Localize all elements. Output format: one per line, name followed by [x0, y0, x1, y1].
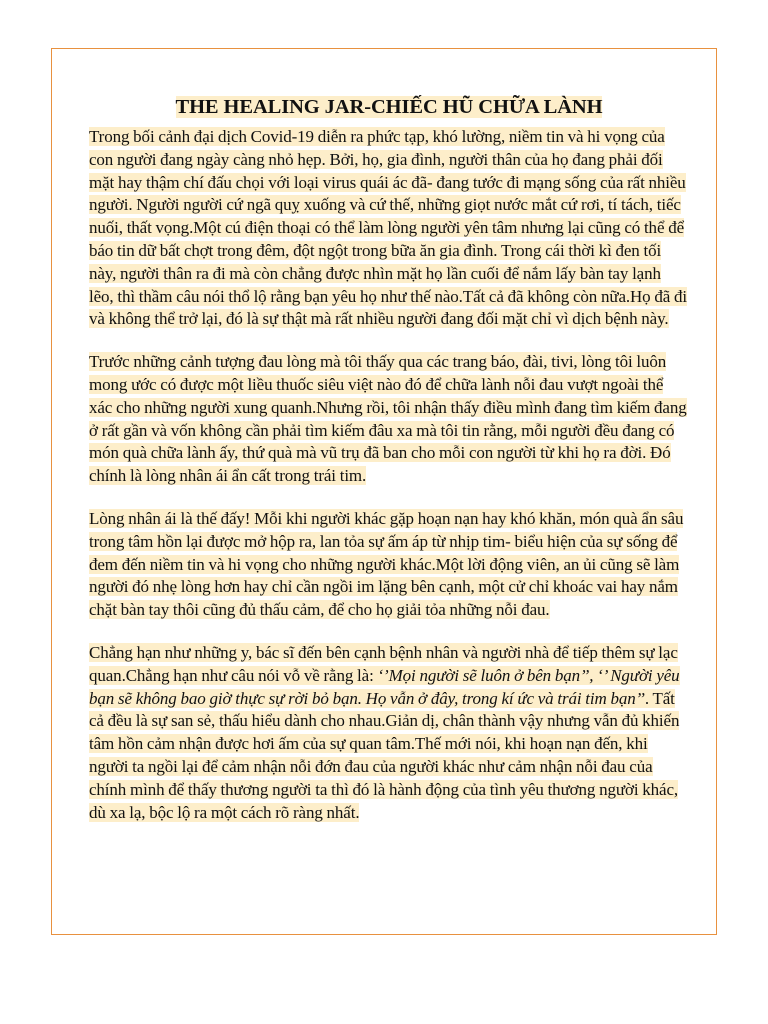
document-title — [89, 92, 689, 122]
paragraph-4 — [89, 642, 689, 824]
paragraph-3-text: Lòng nhân ái là thế đấy! Mỗi khi người khác gặp hoạn nạn hay khó khăn, món quà ẩn sâu trong tâm hồn lại được mở hộp ra, lan tỏa sự ấm áp từ nhịp tim- biểu hiện của sự sống để đem đến niềm tin và hi vọng cho những người khác.Một lời động viên, an ủi cũng sẽ làm người đó nhẹ lòng hơn hay chỉ cần ngồi im lặng bên cạnh, một cử chỉ khoác vai hay nắm chặt bàn tay thôi cũng đủ thấu cảm, để cho họ giải tỏa những nỗi đau. — [89, 508, 684, 620]
document-body — [89, 92, 689, 844]
paragraph-1 — [89, 126, 689, 331]
paragraph-2 — [89, 351, 689, 488]
paragraph-4-start: Chẳng hạn như những y, bác sĩ đến bên cạnh bệnh nhân và người nhà để tiếp thêm sự lạc quan.Chẳng hạn như câu nói vỗ về rằng là: — [89, 642, 678, 685]
paragraph-4-quote: ‘’Mọi người sẽ luôn ở bên bạn’’, ‘’ Người yêu bạn sẽ không bao giờ thực sự rời bỏ bạn. Họ vẫn ở đây, trong kí ức và trái tim bạn’’ — [89, 665, 680, 708]
document-title-text: THE HEALING JAR-CHIẾC HŨ CHỮA LÀNH — [175, 96, 603, 118]
paragraph-4-end: . Tất cả đều là sự san sẻ, thấu hiểu dành cho nhau.Giản dị, chân thành vậy nhưng vẫn đủ khiến tâm hồn cảm nhận được hơi ấm của sự quan tâm.Thế mới nói, khi hoạn nạn đến, khi người ta ngồi lại để cảm nhận nỗi đớn đau của người khác như cảm nhận nỗi đau của chính mình để thấy thương người ta thì đó là hành động của tình yêu thương người khác, dù xa lạ, bộc lộ ra một cách rõ ràng nhất. — [89, 688, 680, 822]
paragraph-3 — [89, 508, 689, 622]
paragraph-2-text: Trước những cảnh tượng đau lòng mà tôi thấy qua các trang báo, đài, tivi, lòng tôi luôn mong ước có được một liều thuốc siêu việt nào đó để chữa lành nỗi đau vượt ngoài thể xác cho những người xung quanh.Nhưng rồi, tôi nhận thấy điều mình đang tìm kiếm đang ở rất gần và vốn không cần phải tìm kiếm đâu xa mà tôi tin rằng, mỗi người đều đang có món quà chữa lành ấy, thứ quà mà vũ trụ đã ban cho mỗi con người từ khi họ ra đời. Đó chính là lòng nhân ái ẩn cất trong trái tim. — [89, 352, 687, 486]
paragraph-1-text: Trong bối cảnh đại dịch Covid-19 diễn ra phức tạp, khó lường, niềm tin và hi vọng của con người đang ngày càng nhỏ hẹp. Bởi, họ, gia đình, người thân của họ đang phải đối mặt hay thậm chí đấu chọi với loại virus quái ác đã- đang tước đi mạng sống của rất nhiều người. Người người cứ ngã quỵ xuống và cứ thế, những giọt nước mắt cứ rơi, tí tách, tiếc nuối, thất vọng.Một cú điện thoại có thể làm lòng người yên tâm nhưng lại cũng có thể để báo tin dữ bất chợt trong đêm, đột ngột trong bữa ăn gia đình. Trong cái thời kì đen tối này, người thân ra đi mà còn chẳng được nhìn mặt họ lần cuối để nắm lấy bàn tay lạnh lẽo, thì thầm câu nói thổ lộ rằng bạn yêu họ như thế nào.Tất cả đã không còn nữa.Họ đã đi và không thể trở lại, đó là sự thật mà rất nhiều người đang đối mặt chỉ vì dịch bệnh này. — [89, 127, 688, 329]
